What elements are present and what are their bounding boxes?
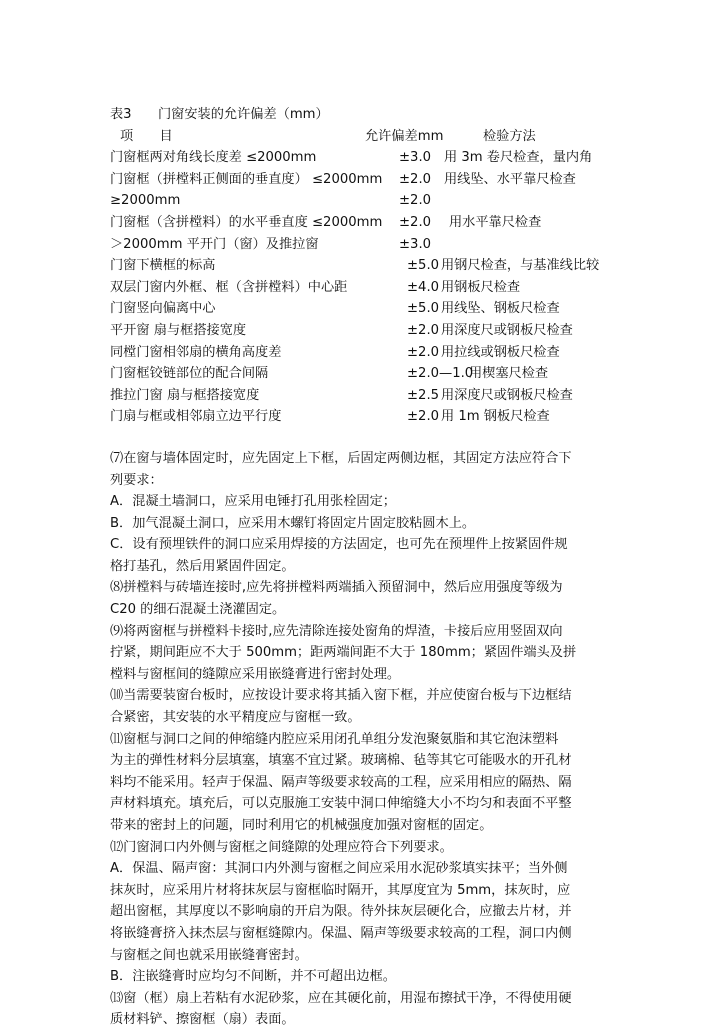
body-line: ⒀窗（框）扇上若粘有水泥砂浆，应在其硬化前，用湿布擦拭干净，不得使用硬 — [110, 990, 572, 1006]
row-method: 用拉线或钢板尺检查 — [441, 344, 560, 360]
row-method: 用深度尺或钢板尺检查 — [441, 387, 573, 403]
table-header — [110, 126, 630, 148]
body-line: 为主的弹性材料分层填塞，填塞不宜过紧。玻璃棉、毡等其它可能吸水的开孔材 — [110, 753, 572, 769]
row-tolerance: ±4.0 — [407, 279, 440, 295]
row-tolerance: ±3.0 — [399, 150, 432, 166]
row-method: 用 1m 钢板尺检查 — [441, 409, 550, 425]
row-tolerance: ±2.0 — [407, 344, 440, 360]
body-line: 超出窗框，其厚度以不影响扇的开启为限。待外抹灰层硬化合，应撤去片材，并 — [110, 904, 572, 920]
row-item: 推拉门窗 扇与框搭接宽度 — [110, 387, 260, 403]
row-method: 用线坠、钢板尺检查 — [441, 301, 560, 317]
table-row — [110, 385, 630, 407]
body-line: ⑾窗框与洞口之间的伸缩缝内腔应采用闭孔单组分发泡聚氨脂和其它泡沫塑料 — [110, 731, 559, 747]
row-method: 用水平靠尺检查 — [449, 214, 542, 230]
body-line: ⑺在窗与墙体固定时，应先固定上下框，后固定两侧边框，其固定方法应符合下 — [110, 450, 572, 466]
row-tolerance: ±2.0—1.0 — [407, 366, 474, 382]
body-line: ⑼将两窗框与拼樘料卡接时,应先清除连接处窗角的焊渣，卡接后应用竖固双向 — [110, 623, 563, 639]
header-method: 检验方法 — [483, 128, 536, 144]
table-row — [110, 190, 630, 212]
body-line: 带来的密封上的问题，同时利用它的机械强度加强对窗框的固定。 — [110, 818, 493, 833]
row-item: 双层门窗内外框、框（含拼樘料）中心距 — [110, 279, 348, 295]
table-row — [110, 406, 630, 428]
table-row — [110, 363, 630, 385]
body-line: 格打基孔，然后用紧固件固定。 — [110, 558, 295, 574]
header-tolerance: 允许偏差mm — [365, 128, 444, 144]
row-method: 用楔塞尺检查 — [469, 366, 549, 382]
body-line: 质材料铲、擦窗框（扇）表面。 — [110, 1012, 295, 1028]
header-item: 项 目 — [120, 128, 173, 144]
body-line: B．注嵌缝膏时应均匀不间断，并不可超出边框。 — [110, 969, 396, 985]
row-item: 门扇与框或相邻扇立边平行度 — [110, 409, 282, 425]
table-row — [110, 212, 630, 234]
body-line: A．混凝土墙洞口，应采用电锤打孔用张栓固定； — [110, 494, 396, 510]
row-method: 用 3m 卷尺检查，量内角 — [444, 150, 593, 166]
row-tolerance: ±2.0 — [407, 409, 440, 425]
body-line: ⑿门窗洞口内外侧与窗框之间缝隙的处理应符合下列要求。 — [110, 839, 453, 855]
row-method: 用钢板尺检查 — [441, 279, 521, 295]
table-title: 表3 门窗安装的允许偏差（mm） — [110, 107, 329, 122]
body-line: A．保温、隔声窗：其洞口内外测与窗框之间应采用水泥砂浆填实抹平；当外侧 — [110, 861, 568, 877]
row-tolerance: ±3.0 — [399, 236, 432, 252]
body-line: 合紧密，其安装的水平精度应与窗框一致。 — [110, 710, 361, 726]
row-tolerance: ±2.0 — [407, 322, 440, 338]
body-line: 拧紧，期间距应不大于 500mm；距两端间距不大于 180mm；紧固件端头及拼 — [110, 645, 577, 661]
body-line: 料均不能采用。轻声于保温、隔声等级要求较高的工程，应采用相应的隔热、隔 — [110, 774, 572, 790]
body-text — [110, 448, 630, 1031]
row-method: 用钢尺检查，与基准线比较 — [441, 258, 600, 274]
row-tolerance: ±5.0 — [407, 258, 440, 274]
row-tolerance: ±2.0 — [399, 193, 432, 209]
body-line: 与窗框之间也就采用嵌缝膏密封。 — [110, 947, 308, 963]
table-row — [110, 255, 630, 277]
body-line: B．加气混凝土洞口，应采用木螺钉将固定片固定胶粘圆木上。 — [110, 515, 476, 531]
table-row — [110, 169, 630, 191]
body-line: 列要求： — [110, 472, 163, 488]
row-item: 门窗框两对角线长度差 ≤2000mm — [110, 150, 317, 166]
body-line: 抹灰时，应采用片材将抹灰层与窗框临时隔开，其厚度宜为 5mm，抹灰时，应 — [110, 882, 571, 898]
row-item: 同樘门窗相邻扇的横角高度差 — [110, 344, 282, 360]
row-item: 门窗框（拼樘料正侧面的垂直度） ≤2000mm — [110, 171, 383, 187]
row-tolerance: ±2.0 — [399, 171, 432, 187]
row-item: ＞2000mm 平开门（窗）及推拉窗 — [110, 236, 319, 252]
body-line: 声材料填充。填充后，可以克服施工安装中洞口伸缩缝大小不均匀和表面不平整 — [110, 796, 572, 812]
row-item: 平开窗 扇与框搭接宽度 — [110, 322, 247, 338]
document-page — [110, 104, 630, 1031]
table-row — [110, 320, 630, 342]
table-row — [110, 147, 630, 169]
body-line: 樘料与窗框间的缝隙应采用嵌缝膏进行密封处理。 — [110, 666, 401, 682]
table-row — [110, 277, 630, 299]
body-line: C．设有预埋铁件的洞口应采用焊接的方法固定，也可先在预埋件上按紧固件规 — [110, 537, 568, 553]
row-item: ≥2000mm — [110, 193, 181, 209]
row-tolerance: ±2.0 — [399, 214, 432, 230]
body-line: C20 的细石混凝土浇灌固定。 — [110, 602, 286, 618]
row-method: 用线坠、水平靠尺检查 — [444, 171, 576, 187]
body-line: ⑽当需要装窗台板时，应按设计要求将其插入窗下框，并应使窗台板与下边框结 — [110, 688, 572, 704]
table-body — [110, 147, 630, 428]
row-item: 门窗竖向偏离中心 — [110, 301, 216, 317]
row-item: 门窗框铰链部位的配合间隔 — [110, 366, 269, 382]
body-line: ⑻拼樘料与砖墙连接时,应先将拼樘料两端插入预留洞中，然后应用强度等级为 — [110, 580, 563, 596]
table-row — [110, 298, 630, 320]
table-row — [110, 342, 630, 364]
table-row — [110, 234, 630, 256]
row-tolerance: ±2.5 — [407, 387, 440, 403]
row-item: 门窗下横框的标高 — [110, 258, 216, 274]
row-method: 用深度尺或钢板尺检查 — [441, 322, 573, 338]
row-item: 门窗框（含拼樘料）的水平垂直度 ≤2000mm — [110, 214, 383, 230]
body-line: 将嵌缝膏挤入抹杰层与窗框缝隙内。保温、隔声等级要求较高的工程，洞口内侧 — [110, 925, 572, 941]
row-tolerance: ±5.0 — [407, 301, 440, 317]
